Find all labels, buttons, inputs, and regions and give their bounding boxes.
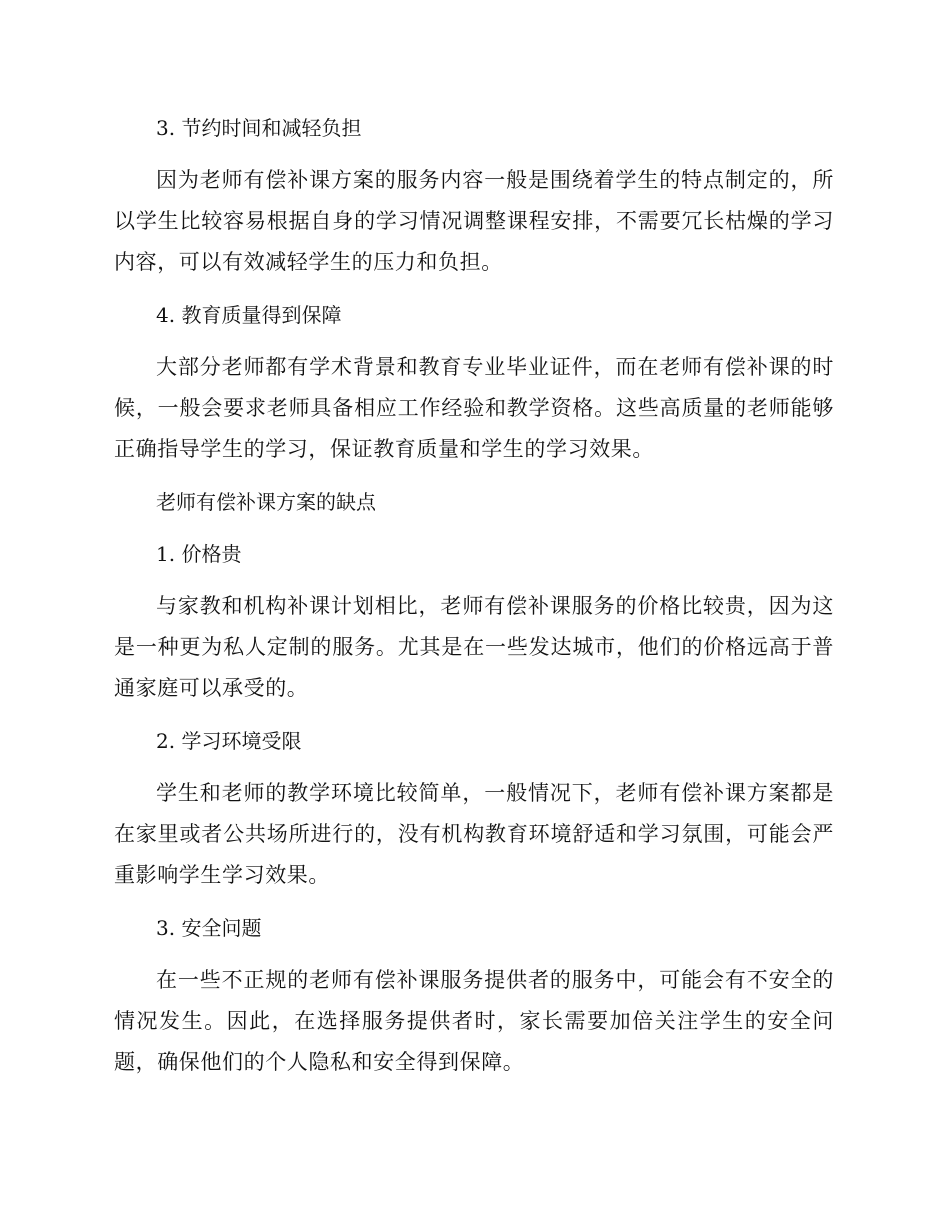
section-heading-price: 1. 价格贵 — [156, 542, 242, 566]
section-heading-safety: 3. 安全问题 — [156, 916, 262, 940]
section-heading-disadvantages: 老师有偿补课方案的缺点 — [156, 490, 376, 514]
section-heading-environment: 2. 学习环境受限 — [156, 729, 302, 753]
section-paragraph-environment: 学生和老师的教学环境比较简单，一般情况下，老师有偿补课方案都是在家里或者公共场所进行的，没有机构教育环境舒适和学习氛围，可能会严重影响学生学习效果。 — [114, 781, 834, 887]
document-body — [114, 108, 834, 1083]
section-paragraph-price: 与家教和机构补课计划相比，老师有偿补课服务的价格比较贵，因为这是一种更为私人定制的服务。尤其是在一些发达城市，他们的价格远高于普通家庭可以承受的。 — [114, 594, 834, 700]
section-paragraph-quality: 大部分老师都有学术背景和教育专业毕业证件，而在老师有偿补课的时候，一般会要求老师具备相应工作经验和教学资格。这些高质量的老师能够正确指导学生的学习，保证教育质量和学生的学习效果。 — [114, 355, 834, 461]
section-heading-time-saving: 3. 节约时间和减轻负担 — [156, 116, 362, 140]
section-paragraph-time-saving: 因为老师有偿补课方案的服务内容一般是围绕着学生的特点制定的，所以学生比较容易根据自身的学习情况调整课程安排，不需要冗长枯燥的学习内容，可以有效减轻学生的压力和负担。 — [114, 168, 834, 274]
section-heading-quality: 4. 教育质量得到保障 — [156, 303, 342, 327]
section-paragraph-safety: 在一些不正规的老师有偿补课服务提供者的服务中，可能会有不安全的情况发生。因此，在选择服务提供者时，家长需要加倍关注学生的安全问题，确保他们的个人隐私和安全得到保障。 — [114, 968, 834, 1074]
